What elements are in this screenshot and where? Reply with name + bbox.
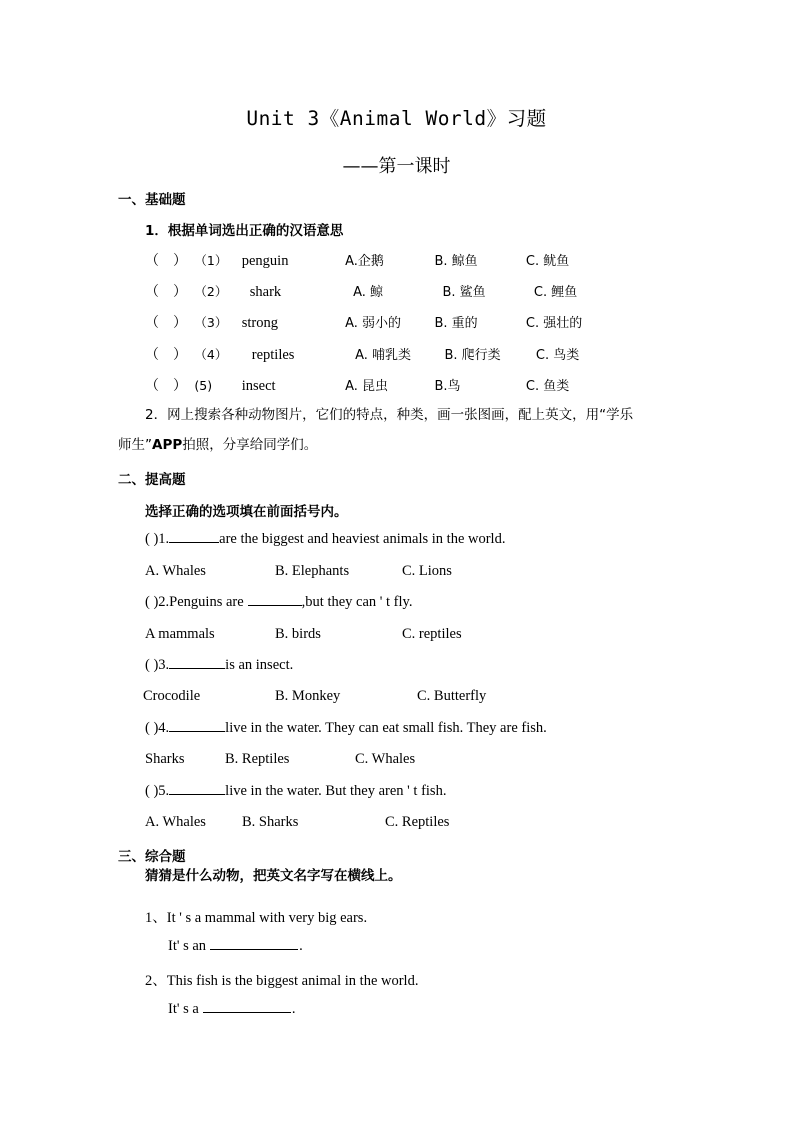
vocab-word: reptiles [251, 347, 295, 363]
option-b[interactable]: B. Sharks [242, 814, 299, 830]
mcq-options [145, 814, 449, 831]
section-heading-comprehensive: 三、综合题 [118, 849, 186, 865]
answer-bracket[interactable]: ( ) [145, 594, 159, 610]
page-subtitle: ——第一课时 [342, 156, 451, 177]
answer-bracket[interactable]: （ ） [145, 348, 187, 363]
answer-bracket[interactable]: ( ) [145, 531, 159, 547]
guess-prompt: It ' s a mammal with very big ears. [166, 910, 368, 926]
vocab-row [145, 344, 579, 364]
answer-blank[interactable] [169, 542, 219, 543]
mcq-stem [145, 594, 412, 611]
item-number: 2、 [145, 973, 167, 989]
vocab-word: shark [249, 284, 282, 300]
option-c[interactable]: C. Reptiles [385, 814, 450, 830]
stem-text: ,but they can ' t fly. [301, 594, 413, 610]
option-a[interactable]: A. 哺乳类 [355, 348, 412, 363]
item-number: (5) [194, 378, 213, 393]
option-b[interactable]: B. Monkey [275, 688, 341, 704]
vocab-word: strong [241, 315, 278, 331]
answer-bracket[interactable]: （ ） [145, 285, 187, 300]
answer-suffix: . [299, 938, 303, 954]
answer-suffix: . [291, 1001, 296, 1017]
guess-item [145, 969, 418, 990]
mcq-options [145, 751, 415, 768]
option-c[interactable]: C. 鲤鱼 [533, 285, 578, 300]
option-c[interactable]: C. Butterfly [417, 688, 487, 704]
answer-bracket[interactable]: ( ) [145, 720, 159, 736]
option-b[interactable]: B. 鲨鱼 [442, 285, 486, 300]
guess-answer-line [168, 938, 303, 955]
answer-bracket[interactable]: （ ） [145, 379, 187, 394]
option-a[interactable]: A mammals [145, 626, 215, 642]
mcq-options [145, 626, 462, 643]
option-c[interactable]: C. reptiles [402, 626, 462, 642]
answer-prefix: It' s a [168, 1001, 199, 1017]
vocab-row [145, 375, 569, 395]
option-a[interactable]: A. Whales [145, 563, 206, 579]
mcq-options [145, 563, 452, 580]
option-a[interactable]: Crocodile [143, 688, 201, 704]
answer-blank[interactable] [169, 794, 225, 795]
item-number: （4） [194, 347, 228, 362]
option-a[interactable]: A. Whales [145, 814, 206, 830]
section-heading-basics: 一、基础题 [118, 192, 186, 208]
guess-prompt: This fish is the biggest animal in the world. [166, 973, 419, 989]
question-number: 5. [158, 783, 170, 799]
stem-text: live in the water. But they aren ' t fish. [225, 783, 447, 799]
answer-blank[interactable] [169, 731, 225, 732]
question-2-line-1: 2．网上搜索各种动物图片，它们的特点，种类，画一张图画，配上英文，用“学乐 [145, 407, 634, 423]
answer-bracket[interactable]: ( ) [145, 783, 159, 799]
option-c[interactable]: C. 强壮的 [525, 316, 583, 331]
answer-bracket[interactable]: ( ) [145, 657, 159, 673]
mcq-stem [145, 657, 293, 674]
section-3-intro: 猜猜是什么动物，把英文名字写在横线上。 [145, 868, 402, 884]
option-b[interactable]: B. 鲸鱼 [434, 254, 478, 269]
page-title: Unit 3《Animal World》习题 [246, 107, 547, 130]
option-c[interactable]: C. Lions [402, 563, 452, 579]
stem-text: are the biggest and heaviest animals in the world. [219, 531, 506, 547]
option-b[interactable]: B. 爬行类 [444, 348, 501, 363]
guess-item [145, 906, 367, 927]
answer-blank[interactable] [169, 668, 225, 669]
option-b[interactable]: B.鸟 [434, 379, 461, 394]
question-2-line-2 [118, 430, 317, 460]
answer-blank[interactable] [210, 949, 298, 950]
vocab-row [145, 250, 569, 270]
guess-answer-line [168, 1001, 295, 1018]
option-b[interactable]: B. Elephants [275, 563, 350, 579]
mcq-options [143, 688, 486, 705]
mcq-stem [145, 531, 505, 548]
question-2-text-a: 师生” [118, 437, 152, 453]
option-c[interactable]: C. Whales [355, 751, 416, 767]
vocab-row [145, 312, 582, 332]
question-number: 1. [158, 531, 170, 547]
answer-bracket[interactable]: （ ） [145, 316, 187, 331]
stem-text: is an insect. [225, 657, 294, 673]
question-2-text-b: 拍照，分享给同学们。 [182, 437, 318, 453]
question-number: 4. [158, 720, 170, 736]
stem-text: live in the water. They can eat small fish. They are fish. [225, 720, 547, 736]
vocab-row [145, 281, 577, 301]
section-2-intro: 选择正确的选项填在前面括号内。 [145, 504, 348, 520]
app-label: APP [152, 437, 183, 453]
item-number: （1） [194, 253, 228, 268]
option-a[interactable]: Sharks [145, 751, 185, 767]
option-b[interactable]: B. birds [275, 626, 321, 642]
mcq-stem [145, 720, 547, 737]
question-number: 2.Penguins are [158, 594, 244, 610]
option-b[interactable]: B. 重的 [434, 316, 478, 331]
option-a[interactable]: A. 弱小的 [345, 316, 402, 331]
item-number: （3） [194, 315, 228, 330]
option-a[interactable]: A. 昆虫 [345, 379, 389, 394]
question-1-heading: 1．根据单词选出正确的汉语意思 [145, 223, 344, 239]
section-heading-advanced: 二、提高题 [118, 472, 186, 488]
answer-bracket[interactable]: （ ） [145, 254, 187, 269]
answer-prefix: It' s an [168, 938, 207, 954]
vocab-word: penguin [241, 253, 289, 269]
mcq-stem [145, 783, 446, 800]
option-b[interactable]: B. Reptiles [225, 751, 290, 767]
option-a[interactable]: A. 鲸 [353, 285, 384, 300]
option-c[interactable]: C. 鱼类 [525, 379, 570, 394]
question-number: 3. [158, 657, 170, 673]
answer-blank[interactable] [203, 1012, 291, 1013]
option-a[interactable]: A.企鹅 [345, 254, 384, 269]
option-c[interactable]: C. 鸟类 [535, 348, 580, 363]
item-number: 1、 [145, 910, 167, 926]
option-c[interactable]: C. 鱿鱼 [525, 254, 570, 269]
item-number: （2） [194, 284, 228, 299]
vocab-word: insect [241, 378, 276, 394]
answer-blank[interactable] [248, 605, 302, 606]
